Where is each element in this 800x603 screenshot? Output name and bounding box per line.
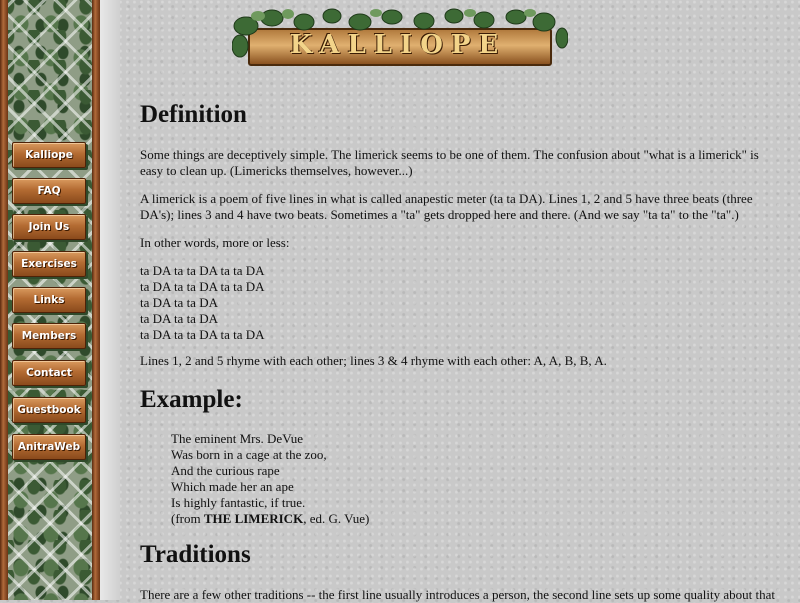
nav-button-guestbook[interactable]: Guestbook [12,397,86,423]
source-title: THE LIMERICK [203,511,304,526]
nav-button-members[interactable]: Members [12,323,86,349]
meter-pattern [140,263,265,343]
ivy-leaves-icon [232,8,568,64]
nav-button-anitraweb[interactable]: AnitraWeb [12,434,86,460]
definition-heading: Definition [140,101,247,128]
nav-button-join-us[interactable]: Join Us [12,214,86,240]
meter-line: ta DA ta ta DA ta ta DA [140,327,265,342]
traditions-paragraph: There are a few other traditions -- the first line usually introduces a person, the second line sets up some quality about that [140,587,776,602]
meter-line: ta DA ta ta DA ta ta DA [140,279,265,294]
poem-line: Is highly fantastic, if true. [171,495,306,510]
poem-line: Which made her an ape [171,479,294,494]
meter-line: ta DA ta ta DA [140,311,218,326]
poem-source [171,511,369,527]
rhyme-scheme-text: Lines 1, 2 and 5 rhyme with each other; lines 3 & 4 rhyme with each other: A, A, B, B, A. [140,353,607,368]
poem-line: The eminent Mrs. DeVue [171,431,304,446]
logo-text: KALLIOPE [289,30,507,60]
nav-button-contact[interactable]: Contact [12,360,86,386]
source-suffix: , ed. G. Vue) [303,511,370,526]
source-prefix: (from [171,511,204,526]
poem-line: Was born in a cage at the zoo, [171,447,327,462]
definition-meter-paragraph: A limerick is a poem of five lines in what is called anapestic meter (ta ta DA). Lines 1, 2 and 5 have three beats (three DA's); lines 3 and 4 have two beats. Sometimes a "ta" gets dropped here and there. (And we say "ta ta" to the "ta".) [140,191,753,222]
nav-button-exercises[interactable]: Exercises [12,251,86,277]
example-limerick [171,431,369,527]
nav-button-faq[interactable]: FAQ [12,178,86,204]
sidebar-edge [100,0,120,600]
nav-button-links[interactable]: Links [12,287,86,313]
in-other-words-text: In other words, more or less: [140,235,290,250]
meter-line: ta DA ta ta DA ta ta DA [140,263,265,278]
definition-intro-paragraph: Some things are deceptively simple. The limerick seems to be one of them. The confusion about "what is a limerick" is easy to clean up. (Limericks themselves, however...) [140,147,759,178]
meter-line: ta DA ta ta DA [140,295,218,310]
example-heading: Example: [140,386,243,413]
wooden-post-right [92,0,100,600]
poem-line: And the curious rape [171,463,280,478]
kalliope-logo[interactable] [232,8,568,64]
traditions-heading: Traditions [140,541,251,568]
nav-button-kalliope[interactable]: Kalliope [12,142,86,168]
wooden-post-left [0,0,8,600]
